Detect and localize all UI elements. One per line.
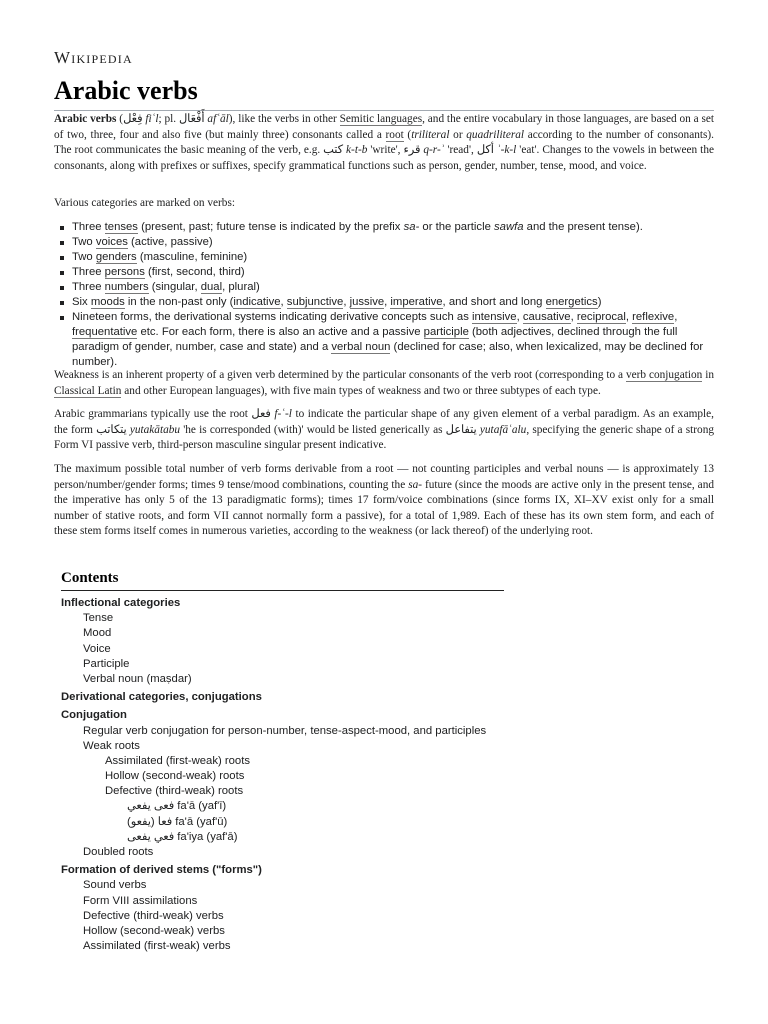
link-semitic-languages[interactable]: Semitic languages: [339, 113, 423, 125]
weakness-paragraph: [54, 368, 714, 399]
text-run: ,: [384, 296, 391, 308]
transliteration: k-t-b: [346, 144, 368, 157]
toc-item[interactable]: فعى يفعي fa'ā (yaf'ī): [127, 800, 227, 813]
list-item: [54, 265, 714, 280]
forms-count-paragraph: [54, 462, 714, 540]
link-numbers[interactable]: numbers: [104, 281, 149, 293]
text-run: ; pl.: [158, 113, 179, 125]
categories-intro: Various categories are marked on verbs:: [54, 197, 235, 209]
text-run: to indicate the particular shape of any given element of a verbal paradigm. As an example, the form: [54, 408, 714, 436]
toc-heading: Contents: [61, 570, 119, 586]
link-verb-conjugation[interactable]: verb conjugation: [625, 369, 703, 381]
transliteration: afʿāl: [207, 113, 229, 125]
text-run: Weakness is an inherent property of a given verb determined by the particular consonants of the verb root (corresponding to a: [54, 369, 626, 381]
toc-divider: [61, 590, 504, 591]
list-item: [54, 220, 714, 235]
toc-item[interactable]: Regular verb conjugation for person-number, tense-aspect-mood, and participles: [83, 724, 487, 737]
toc-item[interactable]: Hollow (second-weak) verbs: [83, 924, 225, 937]
link-classical-latin[interactable]: Classical Latin: [54, 384, 122, 397]
link-imperative[interactable]: imperative: [390, 296, 443, 308]
link-energetics[interactable]: energetics: [545, 296, 598, 308]
arabic-text: كتب: [323, 144, 344, 157]
link-verbal-noun[interactable]: verbal noun: [331, 341, 391, 353]
text-run: (masculine, feminine): [136, 251, 248, 263]
link-persons[interactable]: persons: [104, 266, 145, 278]
text-run: or: [449, 128, 467, 141]
link-participle[interactable]: participle: [423, 326, 469, 338]
toc-item[interactable]: Inflectional categories: [61, 597, 181, 609]
text-run: (first, second, third): [144, 266, 245, 278]
text-run: 'he is corresponded (with)' would be listed generically as: [180, 423, 446, 436]
text-run: in the non-past only (: [124, 296, 234, 308]
toc-item[interactable]: Defective (third-weak) verbs: [83, 909, 224, 922]
link-moods[interactable]: moods: [90, 296, 125, 308]
text-run: ,: [570, 311, 577, 323]
toc-item[interactable]: فعا (يفعو) fa'ā (yaf'ū): [127, 815, 228, 828]
intro-paragraph: [54, 112, 714, 174]
toc-item[interactable]: Hollow (second-weak) roots: [105, 770, 245, 783]
transliteration: f-ʿ-l: [274, 408, 292, 420]
arabic-text: يتفاعل: [445, 423, 477, 436]
link-root[interactable]: root: [385, 128, 404, 141]
text-run: according to the number of consonants). The root communicates the basic meaning of the verb, e.g.: [54, 128, 714, 157]
text-run: Arabic grammarians typically use the root: [54, 408, 252, 420]
text-run: ,: [343, 296, 350, 308]
list-item: [54, 250, 714, 265]
intro-term: Arabic verbs: [54, 113, 117, 125]
transliteration: q-r-ʾ: [423, 144, 445, 157]
arabic-text: أكل: [476, 144, 494, 157]
text-run: Three: [72, 221, 105, 233]
text-run: ,: [625, 311, 633, 323]
page-title: Arabic verbs: [54, 76, 714, 111]
toc-item[interactable]: Doubled roots: [83, 846, 154, 858]
text-run: in: [702, 369, 714, 381]
toc-item[interactable]: Weak roots: [83, 739, 140, 752]
text-run: future (since the moods are active only in the present tense, and the imperative has only 5 of the 13 paradigmatic forms); times 17 form/voice combinations (since forms IX, XI–XV exist only for a small number of stative roots, and form VII cannot normally form a passive), for a total of 1,989. Each of these has its own stem form, and each of these stem forms itself comes in numerous varieties, according to the weakness (or lack thereof) of the underlying root.: [54, 478, 714, 538]
link-indicative[interactable]: indicative: [233, 296, 281, 308]
toc-item[interactable]: Voice: [83, 642, 111, 655]
text-run: ): [597, 296, 602, 308]
link-reciprocal[interactable]: reciprocal: [576, 311, 626, 323]
text-run: and the present tense).: [523, 221, 643, 233]
link-frequentative[interactable]: frequentative: [72, 326, 138, 338]
toc-item[interactable]: Formation of derived stems ("forms"): [61, 864, 262, 877]
arabic-text: فعل: [251, 408, 271, 420]
toc-item[interactable]: Verbal noun (maṣdar): [83, 672, 192, 685]
text-run: , specifying the generic shape of a strong Form VI passive verb, third-person masculine singular present indicative.: [54, 423, 714, 452]
toc-item[interactable]: Derivational categories, conjugations: [61, 691, 262, 704]
text-run: (active, passive): [127, 236, 213, 248]
table-of-contents: [61, 596, 521, 954]
link-dual[interactable]: dual: [200, 281, 223, 293]
link-genders[interactable]: genders: [95, 251, 137, 263]
text-run: or the particle: [419, 221, 495, 233]
toc-item[interactable]: Assimilated (first-weak) roots: [105, 754, 251, 767]
text-run: , and short and long: [442, 296, 546, 308]
link-intensive[interactable]: intensive: [471, 311, 517, 323]
text-run: (: [403, 128, 412, 141]
toc-item[interactable]: Defective (third-weak) roots: [105, 785, 244, 798]
text-run: (both adjectives, declined through the full paradigm of gender, number, case and state) and a: [72, 326, 678, 353]
text-run: ,: [280, 296, 287, 308]
transliteration: yutafāʿalu: [479, 423, 527, 436]
text-run: (declined for case; also, when lexicalized, may be declined for number).: [72, 341, 704, 368]
toc-item[interactable]: Form VIII assimilations: [83, 894, 198, 907]
text-run: (: [116, 113, 124, 125]
text-run: etc. For each form, there is also an active and a passive: [137, 326, 424, 338]
transliteration: yutakātabu: [129, 423, 181, 436]
toc-item[interactable]: Participle: [83, 657, 130, 670]
toc-item[interactable]: Tense: [83, 612, 114, 625]
toc-item[interactable]: Assimilated (first-weak) verbs: [83, 940, 231, 953]
text-run: ), like the verbs in other: [228, 113, 340, 125]
list-item: [54, 280, 714, 295]
transliteration: ʾ-k-l: [496, 144, 517, 157]
text-run: , and the entire vocabulary in those languages, are based on a set of two, three, four and also five (but mainly three) consonants called a: [54, 113, 715, 141]
italic-term: sawfa: [494, 221, 524, 233]
toc-item[interactable]: Conjugation: [61, 709, 127, 722]
wikipedia-logo[interactable]: Wikipedia: [54, 48, 133, 67]
toc-item[interactable]: فعي يفعى fa'iya (yaf'ā): [127, 830, 238, 843]
text-run: 'eat'. Changes to the vowels in between the consonants, along with prefixes or suffixes, specify grammatical functions such as person, gender, number, tense, mood, and voice.: [54, 144, 714, 172]
link-jussive[interactable]: jussive: [349, 296, 385, 308]
grammarians-paragraph: [54, 407, 714, 454]
text-run: , plural): [222, 281, 260, 293]
italic-term: sa-: [403, 221, 420, 233]
link-subjunctive[interactable]: subjunctive: [286, 296, 344, 308]
text-run: (present, past; future tense is indicated by the prefix: [137, 221, 404, 233]
link-reflexive[interactable]: reflexive: [632, 311, 675, 323]
text-run: and other European languages), with five main types of weakness and two or three subtypes of each type.: [121, 384, 601, 397]
arabic-text: فِعْل: [123, 113, 143, 125]
transliteration: fiʿl: [145, 113, 159, 125]
text-run: ,: [516, 311, 523, 323]
text-run: 'read',: [444, 144, 477, 157]
arabic-text: قرء: [403, 144, 421, 157]
link-voices[interactable]: voices: [95, 236, 128, 248]
italic-term: quadriliteral: [466, 128, 525, 141]
text-run: Three: [72, 266, 105, 278]
text-run: Two: [72, 251, 96, 263]
toc-item[interactable]: Mood: [83, 627, 112, 640]
toc-item[interactable]: Sound verbs: [83, 879, 147, 892]
text-run: Three: [72, 281, 105, 293]
link-causative[interactable]: causative: [522, 311, 571, 323]
list-item: [54, 295, 714, 310]
text-run: 'write',: [367, 144, 404, 157]
link-tenses[interactable]: tenses: [104, 221, 138, 233]
text-run: The maximum possible total number of verb forms derivable from a root — not counting participles and verbal nouns — is approximately 13 person/number/gender forms; times 9 tense/mood combinations, counting the: [54, 463, 714, 491]
text-run: Two: [72, 236, 96, 248]
list-item: [54, 310, 714, 370]
text-run: ,: [674, 311, 678, 323]
text-run: Six: [72, 296, 91, 308]
text-run: Nineteen forms, the derivational systems indicating derivative concepts such as: [72, 311, 472, 323]
list-item: [54, 235, 714, 250]
arabic-text: يتكاتب: [96, 423, 127, 436]
italic-term: sa-: [408, 478, 422, 491]
text-run: (singular,: [148, 281, 201, 293]
categories-list: [54, 220, 714, 370]
italic-term: triliteral: [411, 128, 450, 141]
arabic-text: أَفْعَال: [178, 113, 205, 125]
